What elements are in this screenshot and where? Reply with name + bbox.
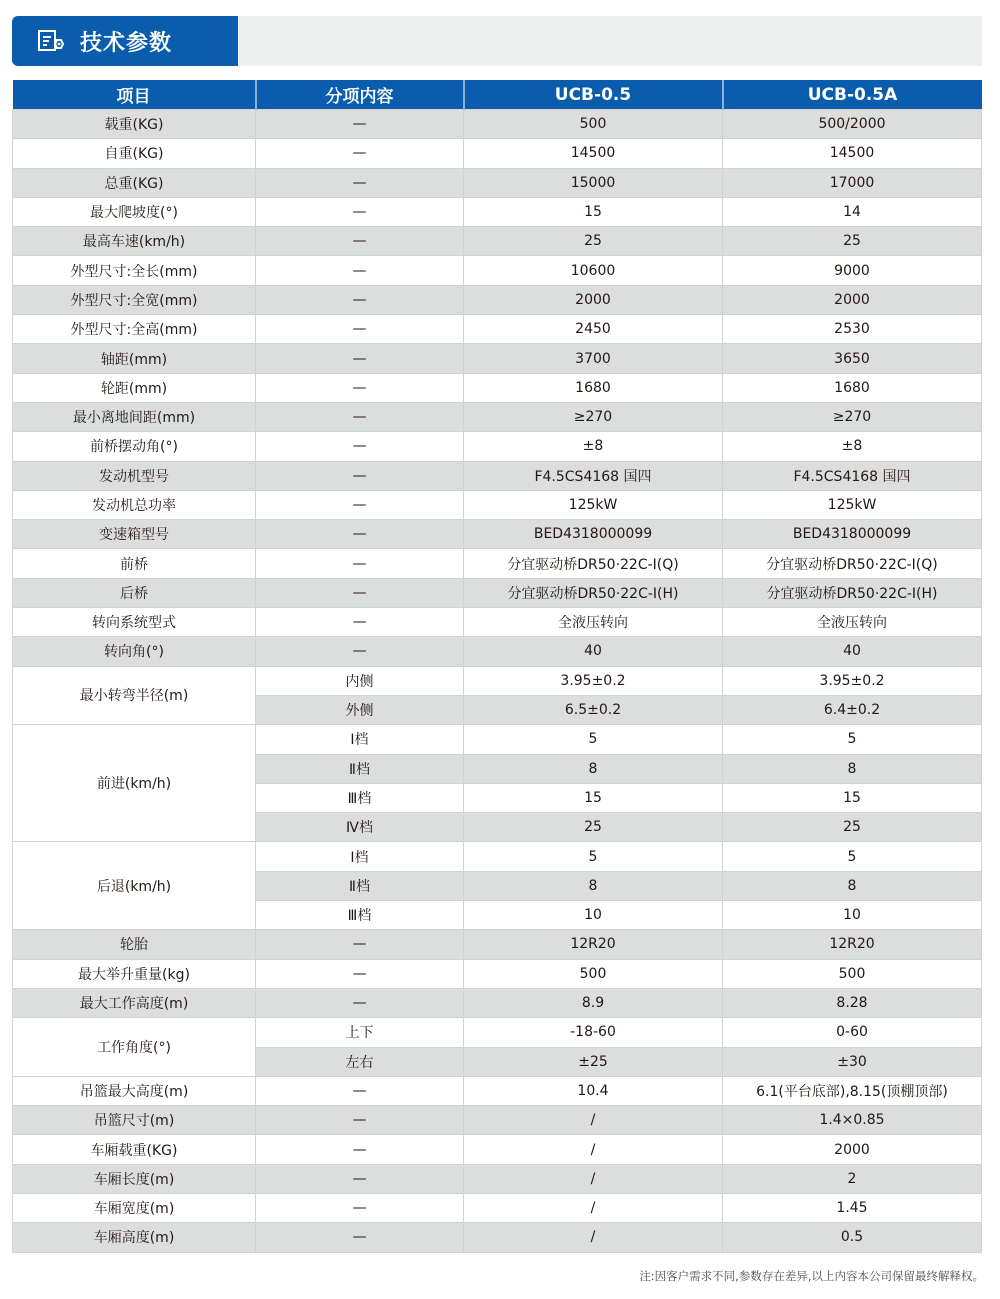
table-row [13, 842, 982, 871]
cell-a: 5 [464, 725, 723, 754]
cell-b: 14 [723, 197, 982, 226]
section-title [12, 16, 238, 66]
cell-sub: — [256, 402, 464, 431]
cell-a: 分宜驱动桥DR50·22C-I(H) [464, 578, 723, 607]
cell-b: 5 [723, 725, 982, 754]
table-row [13, 988, 982, 1017]
column-header-item: 项目 [13, 80, 256, 110]
table-row [13, 256, 982, 285]
cell-sub: — [256, 1135, 464, 1164]
cell-sub: — [256, 1164, 464, 1193]
cell-b: 6.4±0.2 [723, 695, 982, 724]
cell-a: 25 [464, 227, 723, 256]
cell-b: 2 [723, 1164, 982, 1193]
cell-b: 8.28 [723, 988, 982, 1017]
cell-b: 25 [723, 227, 982, 256]
cell-a: 3700 [464, 344, 723, 373]
cell-sub: — [256, 168, 464, 197]
cell-b: 2000 [723, 1135, 982, 1164]
table-row [13, 1164, 982, 1193]
cell-a: 10600 [464, 256, 723, 285]
table-row [13, 1135, 982, 1164]
cell-item: 自重(KG) [13, 139, 256, 168]
cell-a: 10.4 [464, 1076, 723, 1105]
cell-b: 0-60 [723, 1018, 982, 1047]
cell-sub: — [256, 256, 464, 285]
table-row [13, 315, 982, 344]
cell-sub: — [256, 1193, 464, 1222]
table-row [13, 666, 982, 695]
cell-a: ±8 [464, 432, 723, 461]
table-row [13, 139, 982, 168]
cell-b: 9000 [723, 256, 982, 285]
table-row [13, 110, 982, 139]
cell-sub: Ⅰ档 [256, 725, 464, 754]
cell-b: 3650 [723, 344, 982, 373]
table-row [13, 608, 982, 637]
cell-item: 外型尺寸:全高(mm) [13, 315, 256, 344]
cell-sub: — [256, 549, 464, 578]
cell-sub: — [256, 461, 464, 490]
cell-a: 分宜驱动桥DR50·22C-I(Q) [464, 549, 723, 578]
cell-sub: Ⅲ档 [256, 783, 464, 812]
cell-a: 8.9 [464, 988, 723, 1017]
table-row [13, 578, 982, 607]
table-row [13, 402, 982, 431]
cell-b: 2530 [723, 315, 982, 344]
cell-a: 6.5±0.2 [464, 695, 723, 724]
table-row [13, 520, 982, 549]
cell-item: 转向系统型式 [13, 608, 256, 637]
cell-a: 2450 [464, 315, 723, 344]
cell-item: 车厢载重(KG) [13, 1135, 256, 1164]
table-row [13, 344, 982, 373]
cell-a: 500 [464, 959, 723, 988]
cell-sub: — [256, 520, 464, 549]
table-row [13, 1018, 982, 1047]
cell-a: / [464, 1135, 723, 1164]
cell-item: 轴距(mm) [13, 344, 256, 373]
cell-b: 1680 [723, 373, 982, 402]
cell-item: 最高车速(km/h) [13, 227, 256, 256]
cell-b: 12R20 [723, 930, 982, 959]
cell-b: 分宜驱动桥DR50·22C-I(H) [723, 578, 982, 607]
cell-sub: — [256, 988, 464, 1017]
cell-item: 变速箱型号 [13, 520, 256, 549]
cell-sub: — [256, 1106, 464, 1135]
cell-item: 前桥摆动角(°) [13, 432, 256, 461]
cell-b: F4.5CS4168 国四 [723, 461, 982, 490]
cell-sub: 外侧 [256, 695, 464, 724]
cell-b: ±30 [723, 1047, 982, 1076]
cell-item: 车厢高度(m) [13, 1223, 256, 1252]
cell-item: 外型尺寸:全宽(mm) [13, 285, 256, 314]
cell-sub: — [256, 110, 464, 139]
cell-b: 分宜驱动桥DR50·22C-I(Q) [723, 549, 982, 578]
cell-sub: — [256, 373, 464, 402]
cell-sub: 左右 [256, 1047, 464, 1076]
cell-a: / [464, 1193, 723, 1222]
table-row [13, 725, 982, 754]
cell-sub: — [256, 608, 464, 637]
cell-b: 0.5 [723, 1223, 982, 1252]
cell-b: 14500 [723, 139, 982, 168]
cell-b: 2000 [723, 285, 982, 314]
cell-item: 前进(km/h) [13, 725, 256, 842]
cell-sub: Ⅱ档 [256, 871, 464, 900]
column-header-model-a: UCB-0.5 [464, 80, 723, 110]
section-title-band [12, 16, 982, 66]
cell-sub: — [256, 432, 464, 461]
cell-a: 3.95±0.2 [464, 666, 723, 695]
cell-b: ≥270 [723, 402, 982, 431]
cell-sub: — [256, 1223, 464, 1252]
cell-a: ±25 [464, 1047, 723, 1076]
cell-item: 最小离地间距(mm) [13, 402, 256, 431]
cell-item: 最大工作高度(m) [13, 988, 256, 1017]
table-row [13, 197, 982, 226]
cell-sub: — [256, 227, 464, 256]
cell-a: 1680 [464, 373, 723, 402]
cell-item: 转向角(°) [13, 637, 256, 666]
table-header-row [13, 80, 982, 110]
table-row [13, 1193, 982, 1222]
table-row [13, 285, 982, 314]
cell-sub: — [256, 637, 464, 666]
cell-sub: — [256, 197, 464, 226]
cell-item: 最大爬坡度(°) [13, 197, 256, 226]
cell-a: / [464, 1106, 723, 1135]
cell-item: 车厢长度(m) [13, 1164, 256, 1193]
cell-b: 15 [723, 783, 982, 812]
cell-b: 500/2000 [723, 110, 982, 139]
cell-a: ≥270 [464, 402, 723, 431]
cell-b: 1.45 [723, 1193, 982, 1222]
cell-b: 5 [723, 842, 982, 871]
table-row [13, 168, 982, 197]
cell-item: 吊篮最大高度(m) [13, 1076, 256, 1105]
table-row [13, 637, 982, 666]
cell-b: 25 [723, 813, 982, 842]
cell-sub: — [256, 490, 464, 519]
cell-b: 6.1(平台底部),8.15(顶棚顶部) [723, 1076, 982, 1105]
cell-a: 5 [464, 842, 723, 871]
cell-sub: Ⅳ档 [256, 813, 464, 842]
cell-item: 发动机总功率 [13, 490, 256, 519]
cell-sub: — [256, 930, 464, 959]
cell-item: 前桥 [13, 549, 256, 578]
cell-item: 总重(KG) [13, 168, 256, 197]
cell-a: 全液压转向 [464, 608, 723, 637]
cell-sub: — [256, 578, 464, 607]
cell-sub: — [256, 315, 464, 344]
cell-a: 2000 [464, 285, 723, 314]
cell-a: 14500 [464, 139, 723, 168]
cell-a: 8 [464, 871, 723, 900]
cell-item: 后桥 [13, 578, 256, 607]
cell-sub: Ⅱ档 [256, 754, 464, 783]
cell-b: 125kW [723, 490, 982, 519]
cell-a: 15000 [464, 168, 723, 197]
cell-a: -18-60 [464, 1018, 723, 1047]
cell-b: 8 [723, 754, 982, 783]
cell-a: / [464, 1223, 723, 1252]
table-row [13, 549, 982, 578]
cell-sub: — [256, 139, 464, 168]
spec-table [12, 80, 982, 1253]
cell-a: 125kW [464, 490, 723, 519]
cell-a: F4.5CS4168 国四 [464, 461, 723, 490]
cell-item: 工作角度(°) [13, 1018, 256, 1077]
column-header-model-b: UCB-0.5A [723, 80, 982, 110]
footer-note: 注:因客户需求不同,参数存在差异,以上内容本公司保留最终解释权。 [639, 1269, 984, 1283]
cell-a: 15 [464, 783, 723, 812]
cell-a: BED4318000099 [464, 520, 723, 549]
cell-b: 全液压转向 [723, 608, 982, 637]
cell-item: 发动机型号 [13, 461, 256, 490]
table-row [13, 959, 982, 988]
table-row [13, 432, 982, 461]
cell-b: 10 [723, 901, 982, 930]
table-row [13, 1076, 982, 1105]
section-title-text: 技术参数 [80, 30, 173, 56]
cell-a: 500 [464, 110, 723, 139]
table-row [13, 1223, 982, 1252]
cell-sub: Ⅲ档 [256, 901, 464, 930]
cell-b: 40 [723, 637, 982, 666]
cell-b: 17000 [723, 168, 982, 197]
cell-item: 车厢宽度(m) [13, 1193, 256, 1222]
cell-a: 8 [464, 754, 723, 783]
cell-item: 最小转弯半径(m) [13, 666, 256, 725]
cell-b: 8 [723, 871, 982, 900]
cell-b: 1.4×0.85 [723, 1106, 982, 1135]
cell-item: 后退(km/h) [13, 842, 256, 930]
cell-a: 10 [464, 901, 723, 930]
cell-b: BED4318000099 [723, 520, 982, 549]
cell-b: 3.95±0.2 [723, 666, 982, 695]
cell-a: 40 [464, 637, 723, 666]
table-row [13, 373, 982, 402]
cell-a: 25 [464, 813, 723, 842]
column-header-sub: 分项内容 [256, 80, 464, 110]
cell-sub: Ⅰ档 [256, 842, 464, 871]
cell-sub: — [256, 344, 464, 373]
cell-item: 载重(KG) [13, 110, 256, 139]
table-row [13, 461, 982, 490]
table-row [13, 930, 982, 959]
cell-b: 500 [723, 959, 982, 988]
table-row [13, 1106, 982, 1135]
table-row [13, 490, 982, 519]
cell-item: 轮距(mm) [13, 373, 256, 402]
table-row [13, 227, 982, 256]
cell-sub: 内侧 [256, 666, 464, 695]
cell-a: 15 [464, 197, 723, 226]
cell-item: 最大举升重量(kg) [13, 959, 256, 988]
cell-b: ±8 [723, 432, 982, 461]
cell-a: 12R20 [464, 930, 723, 959]
cell-item: 吊篮尺寸(m) [13, 1106, 256, 1135]
cell-sub: — [256, 285, 464, 314]
cell-sub: — [256, 959, 464, 988]
cell-sub: — [256, 1076, 464, 1105]
spec-sheet-gear-icon [38, 30, 64, 52]
cell-sub: 上下 [256, 1018, 464, 1047]
cell-a: / [464, 1164, 723, 1193]
cell-item: 轮胎 [13, 930, 256, 959]
cell-item: 外型尺寸:全长(mm) [13, 256, 256, 285]
